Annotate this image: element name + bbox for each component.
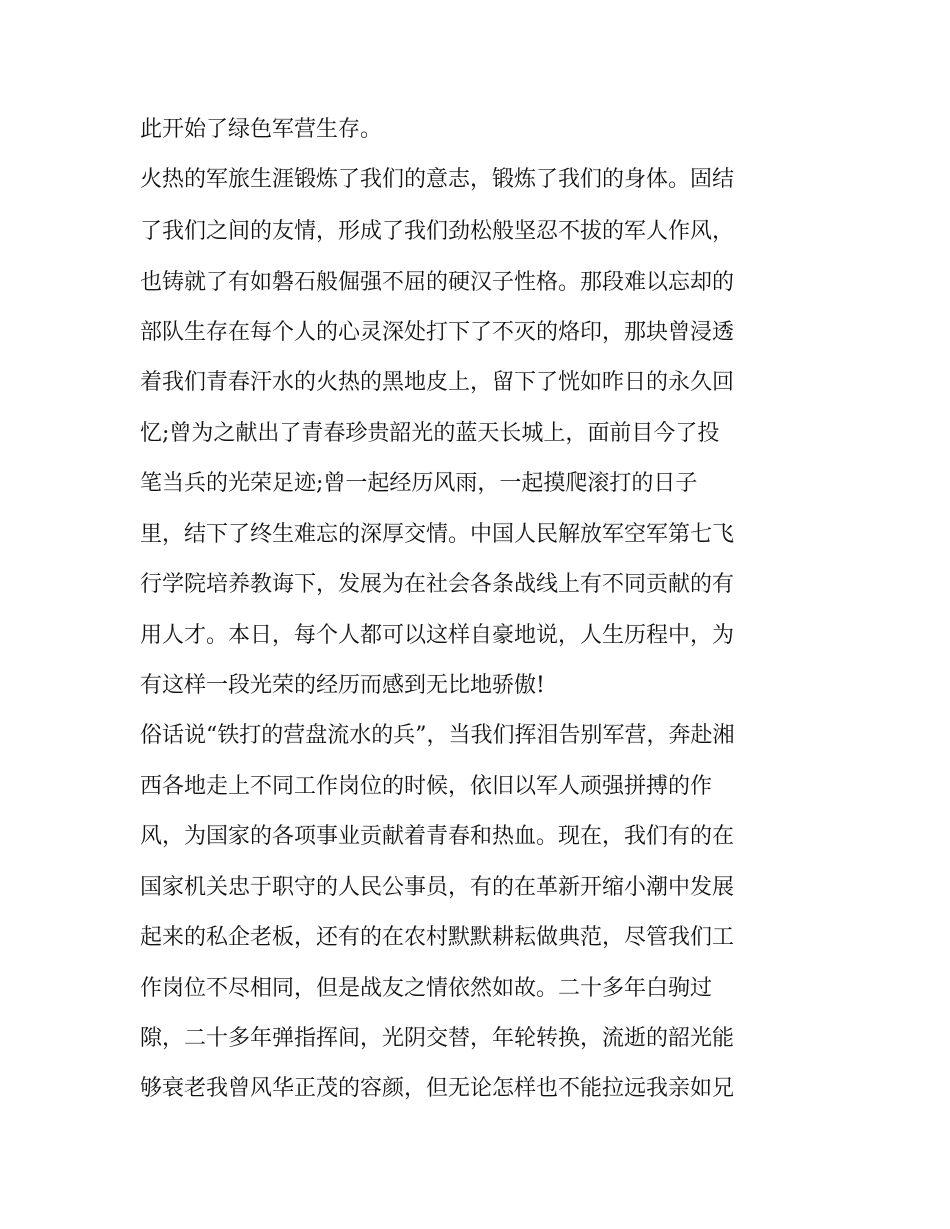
text-line: 隙，二十多年弹指挥间，光阴交替，年轮转换，流逝的韶光能 [140, 1026, 735, 1051]
text-line: 西各地走上不同工作岗位的时候，依旧以军人顽强拼搏的作 [140, 774, 713, 799]
text-line: 用人才。本日，每个人都可以这样自豪地说，人生历程中，为 [140, 623, 735, 648]
text-line: 作岗位不尽相同，但是战友之情依然如故。二十多年白驹过 [140, 976, 713, 1001]
text-line: 着我们青春汗水的火热的黑地皮上，留下了恍如昨日的永久回 [140, 370, 735, 395]
text-line: 有这样一段光荣的经历而感到无比地骄傲! [140, 673, 545, 698]
text-line: 够衰老我曾风华正茂的容颜，但无论怎样也不能拉远我亲如兄 [140, 1076, 735, 1101]
text-line: 忆;曾为之献出了青春珍贵韶光的蓝天长城上，面前目今了投 [140, 421, 720, 446]
text-line: 了我们之间的友情，形成了我们劲松般坚忍不拔的军人作风， [140, 219, 735, 244]
text-line: 火热的军旅生涯锻炼了我们的意志，锻炼了我们的身体。固结 [140, 167, 735, 192]
text-line: 此开始了绿色军营生存。 [140, 117, 383, 142]
text-line: 风，为国家的各项事业贡献着青春和热血。现在，我们有的在 [140, 824, 735, 849]
text-line: 笔当兵的光荣足迹;曾一起经历风雨，一起摸爬滚打的日子 [140, 471, 698, 496]
text-line: 也铸就了有如磐石般倔强不屈的硬汉子性格。那段难以忘却的 [140, 270, 735, 295]
text-line: 行学院培养教诲下，发展为在社会各条战线上有不同贡献的有 [140, 572, 735, 597]
text-line: 起来的私企老板，还有的在农村默默耕耘做典范，尽管我们工 [140, 925, 735, 950]
text-line: 里，结下了终生难忘的深厚交情。中国人民解放军空军第七飞 [140, 522, 735, 547]
text-line: 俗话说“铁打的营盘流水的兵”，当我们挥泪告别军营，奔赴湘 [140, 723, 735, 748]
text-line: 部队生存在每个人的心灵深处打下了不灭的烙印，那块曾浸透 [140, 320, 735, 345]
text-line: 国家机关忠于职守的人民公事员，有的在革新开缩小潮中发展 [140, 875, 735, 900]
